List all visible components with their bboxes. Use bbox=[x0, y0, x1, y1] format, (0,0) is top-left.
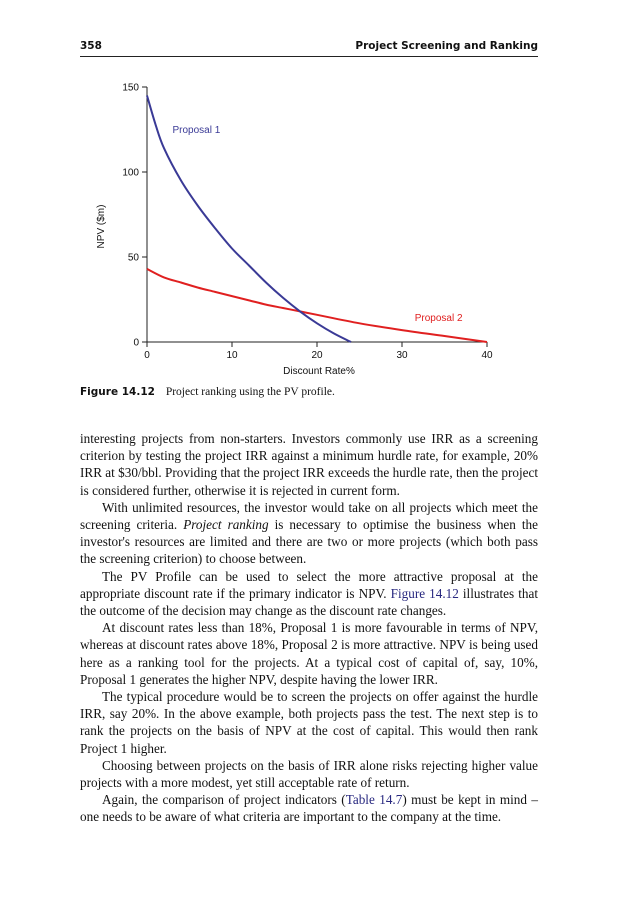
paragraph-3-text-b: illustrates that the outcome of the decision may change as the discount rate changes. bbox=[80, 585, 538, 619]
figure-caption bbox=[80, 386, 538, 398]
proposal-1-label: Proposal 1 bbox=[172, 124, 221, 136]
x-tick-label: 0 bbox=[144, 350, 150, 361]
project-ranking-term: Project ranking bbox=[183, 517, 269, 533]
x-tick-label: 10 bbox=[226, 350, 238, 361]
paragraph-7-text-a: Again, the comparison of project indicators ( bbox=[102, 792, 346, 808]
paragraph-5: The typical procedure would be to screen the projects on offer against the hurdle IRR, say 20%. In the above example, both projects pass the test. The next step is to rank the projects on the basis of NPV at the cost of capital. This would then rank Project 1 higher. bbox=[80, 689, 538, 756]
paragraph-7 bbox=[80, 791, 538, 825]
x-axis-title: Discount Rate% bbox=[283, 366, 355, 377]
page-number: 358 bbox=[80, 40, 102, 52]
table-14-7-link[interactable]: Table 14.7 bbox=[345, 792, 403, 808]
proposal-2-label: Proposal 2 bbox=[414, 312, 463, 324]
paragraph-4: At discount rates less than 18%, Proposal 1 is more favourable in terms of NPV, whereas at discount rates above 18%, Proposal 2 is more attractive. NPV is being used here as a ranking tool for the projects. At a typical cost of capital of, say, 10%, Proposal 1 generates the higher NPV, despite having the lower IRR. bbox=[80, 620, 538, 687]
figure-caption-text: Project ranking using the PV profile. bbox=[165, 386, 335, 398]
y-tick-label: 100 bbox=[122, 167, 139, 179]
y-tick-label: 50 bbox=[127, 252, 139, 264]
x-tick-label: 30 bbox=[396, 350, 408, 361]
y-tick-label: 150 bbox=[122, 82, 139, 94]
chart-labels bbox=[173, 125, 463, 324]
y-axis-title: NPV ($m) bbox=[96, 204, 107, 249]
page-header bbox=[80, 40, 538, 57]
figure-label: Figure 14.12 bbox=[80, 386, 155, 398]
running-title: Project Screening and Ranking bbox=[355, 40, 538, 52]
y-tick-label: 0 bbox=[133, 337, 139, 349]
figure-14-12-link[interactable]: Figure 14.12 bbox=[390, 585, 459, 601]
paragraph-7-text-b: ) must be kept in mind – one needs to be aware of what criteria are important to the company at the time. bbox=[80, 792, 539, 825]
paragraph-3-text-a: The PV Profile can be used to select the more attractive proposal at the appropriate discount rate if the primary indicator is NPV. bbox=[80, 568, 538, 601]
x-tick-label: 40 bbox=[481, 350, 493, 361]
paragraph-6: Choosing between projects on the basis of IRR alone risks rejecting higher value projects with a more modest, yet still acceptable rate of return. bbox=[80, 757, 538, 791]
paragraph-2-text-b: is necessary to optimise the business when the investor's resources are limited and there are two or more projects (which both pass the screening criterion) to choose between. bbox=[80, 517, 538, 567]
pv-profile-chart bbox=[80, 72, 540, 382]
body-text bbox=[80, 430, 538, 826]
paragraph-2-text-a: With unlimited resources, the investor would take on all projects which meet the screening criteria. bbox=[80, 499, 538, 533]
paragraph-3 bbox=[80, 568, 538, 620]
x-tick-label: 20 bbox=[311, 350, 323, 361]
figure-14-12 bbox=[80, 72, 540, 382]
proposal-2-line bbox=[147, 269, 487, 342]
paragraph-2 bbox=[80, 499, 538, 568]
paragraph-1: interesting projects from non-starters. Investors commonly use IRR as a screening criterion by testing the project IRR against a minimum hurdle rate, for example, 20% IRR at $30/bbl. Providing that the project IRR exceeds the hurdle rate, then the project is considered further, otherwise it is rejected in current form. bbox=[80, 431, 538, 498]
